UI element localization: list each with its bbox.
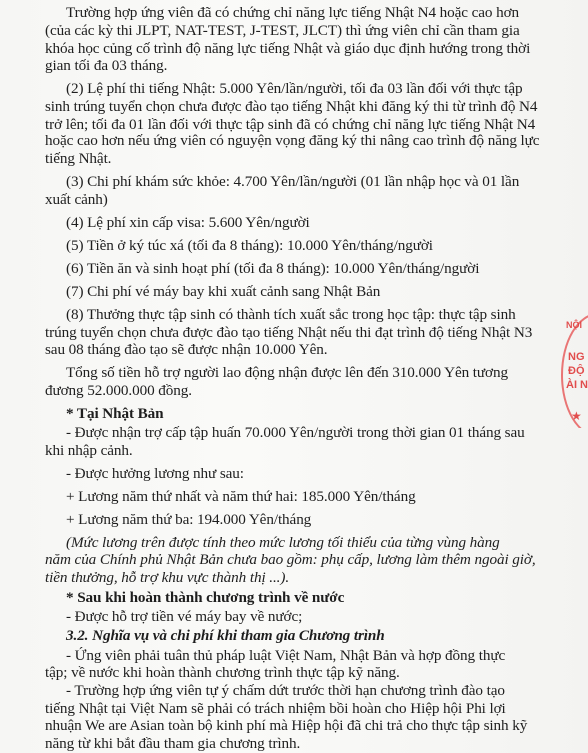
text-line: sau 08 tháng đào tạo sẽ được nhận 10.000 Yên. xyxy=(45,341,328,358)
subsection-heading: 3.2. Nghĩa vụ và chi phí khi tham gia Chương trình xyxy=(66,627,385,644)
text-line: Tổng số tiền hỗ trợ người lao động nhận được lên đến 310.000 Yên tương xyxy=(66,364,508,381)
text-line: - Được nhận trợ cấp tập huấn 70.000 Yên/người trong thời gian 01 tháng sau xyxy=(66,424,525,441)
text-line: + Lương năm thứ nhất và năm thứ hai: 185.000 Yên/tháng xyxy=(66,488,416,505)
text-line: (3) Chi phí khám sức khỏe: 4.700 Yên/lần/người (01 lần nhập học và 01 lần xyxy=(66,173,520,190)
italic-note: tiền thưởng, hỗ trợ khu vực thành thị ...). xyxy=(45,569,290,586)
text-line: khi nhập cảnh. xyxy=(45,442,133,459)
text-line: nhuận We are Asian toàn bộ kinh phí mà Hiệp hội đã chi trả cho thực tập sinh kỹ xyxy=(45,717,528,734)
italic-note: (Mức lương trên được tính theo mức lương tối thiểu của từng vùng hàng xyxy=(66,534,500,551)
text-line: - Trường hợp ứng viên tự ý chấm dứt trước thời hạn chương trình đào tạo xyxy=(66,682,505,699)
text-line: + Lương năm thứ ba: 194.000 Yên/tháng xyxy=(66,511,312,528)
seal-text: NỘI xyxy=(566,320,583,330)
section-heading: * Sau khi hoàn thành chương trình về nước xyxy=(66,589,345,606)
text-line: (6) Tiền ăn và sinh hoạt phí (tối đa 8 tháng): 10.000 Yên/tháng/người xyxy=(66,260,480,277)
star-icon: ★ xyxy=(571,409,582,423)
text-line: trúng tuyển chọn chưa được đào tạo tiếng Nhật nếu thi đạt trình độ tiếng Nhật N3 xyxy=(45,324,533,341)
text-line: - Ứng viên phải tuân thủ pháp luật Việt Nam, Nhật Bản và hợp đồng thực xyxy=(66,647,506,664)
text-line: tiếng Nhật tại Việt Nam sẽ phải có trách nhiệm bồi hoàn cho Hiệp hội Phi lợi xyxy=(45,700,506,717)
text-line: gian tối đa 03 tháng. xyxy=(45,57,168,74)
text-line: (của các kỳ thi JLPT, NAT-TEST, J-TEST, JLCT) thì ứng viên chỉ cần tham gia xyxy=(45,22,520,39)
text-line: hoặc cao hơn nếu ứng viên có nguyện vọng đăng ký thi nâng cao trình độ năng lực xyxy=(45,132,540,149)
text-line: khóa học củng cố trình độ năng lực tiếng Nhật và giáo dục định hướng trong thời xyxy=(45,40,531,57)
red-seal-stamp xyxy=(558,313,588,428)
italic-note: năm của Chính phủ Nhật Bản chưa bao gồm: phụ cấp, lương làm thêm ngoài giờ, xyxy=(45,551,536,568)
seal-text: ÀI N xyxy=(566,379,588,391)
text-line: tập; về nước khi hoàn thành chương trình thực tập kỹ năng. xyxy=(45,664,400,681)
text-line: (2) Lệ phí thi tiếng Nhật: 5.000 Yên/lần/người, tối đa 03 lần đối với thực tập xyxy=(66,80,523,97)
text-line: - Được hưởng lương như sau: xyxy=(66,465,244,482)
text-line: sinh trúng tuyển chọn chưa được đào tạo tiếng Nhật khi đăng ký thi từ trình độ N4 xyxy=(45,98,538,115)
text-line: - Được hỗ trợ tiền vé máy bay về nước; xyxy=(66,608,303,625)
text-line: (5) Tiền ở ký túc xá (tối đa 8 tháng): 10.000 Yên/tháng/người xyxy=(66,237,433,254)
text-line: (8) Thưởng thực tập sinh có thành tích xuất sắc trong học tập: thực tập sinh xyxy=(66,306,516,323)
text-line: trở lên; tối đa 01 lần đối với thực tập sinh đã có chứng chỉ năng lực tiếng Nhật N4 xyxy=(45,116,536,133)
text-line: (4) Lệ phí xin cấp visa: 5.600 Yên/người xyxy=(66,214,310,231)
seal-text: ĐỘ xyxy=(568,365,585,377)
text-line: Trường hợp ứng viên đã có chứng chỉ năng lực tiếng Nhật N4 hoặc cao hơn xyxy=(66,4,519,21)
text-line: tiếng Nhật. xyxy=(45,150,112,167)
text-line: (7) Chi phí vé máy bay khi xuất cảnh sang Nhật Bản xyxy=(66,283,381,300)
text-line: năng từ khi bắt đầu tham gia chương trình. xyxy=(45,735,301,752)
text-line: đương 52.000.000 đồng. xyxy=(45,382,192,399)
section-heading: * Tại Nhật Bản xyxy=(66,405,164,422)
text-line: xuất cảnh) xyxy=(45,191,108,208)
seal-text: NG xyxy=(568,351,585,363)
